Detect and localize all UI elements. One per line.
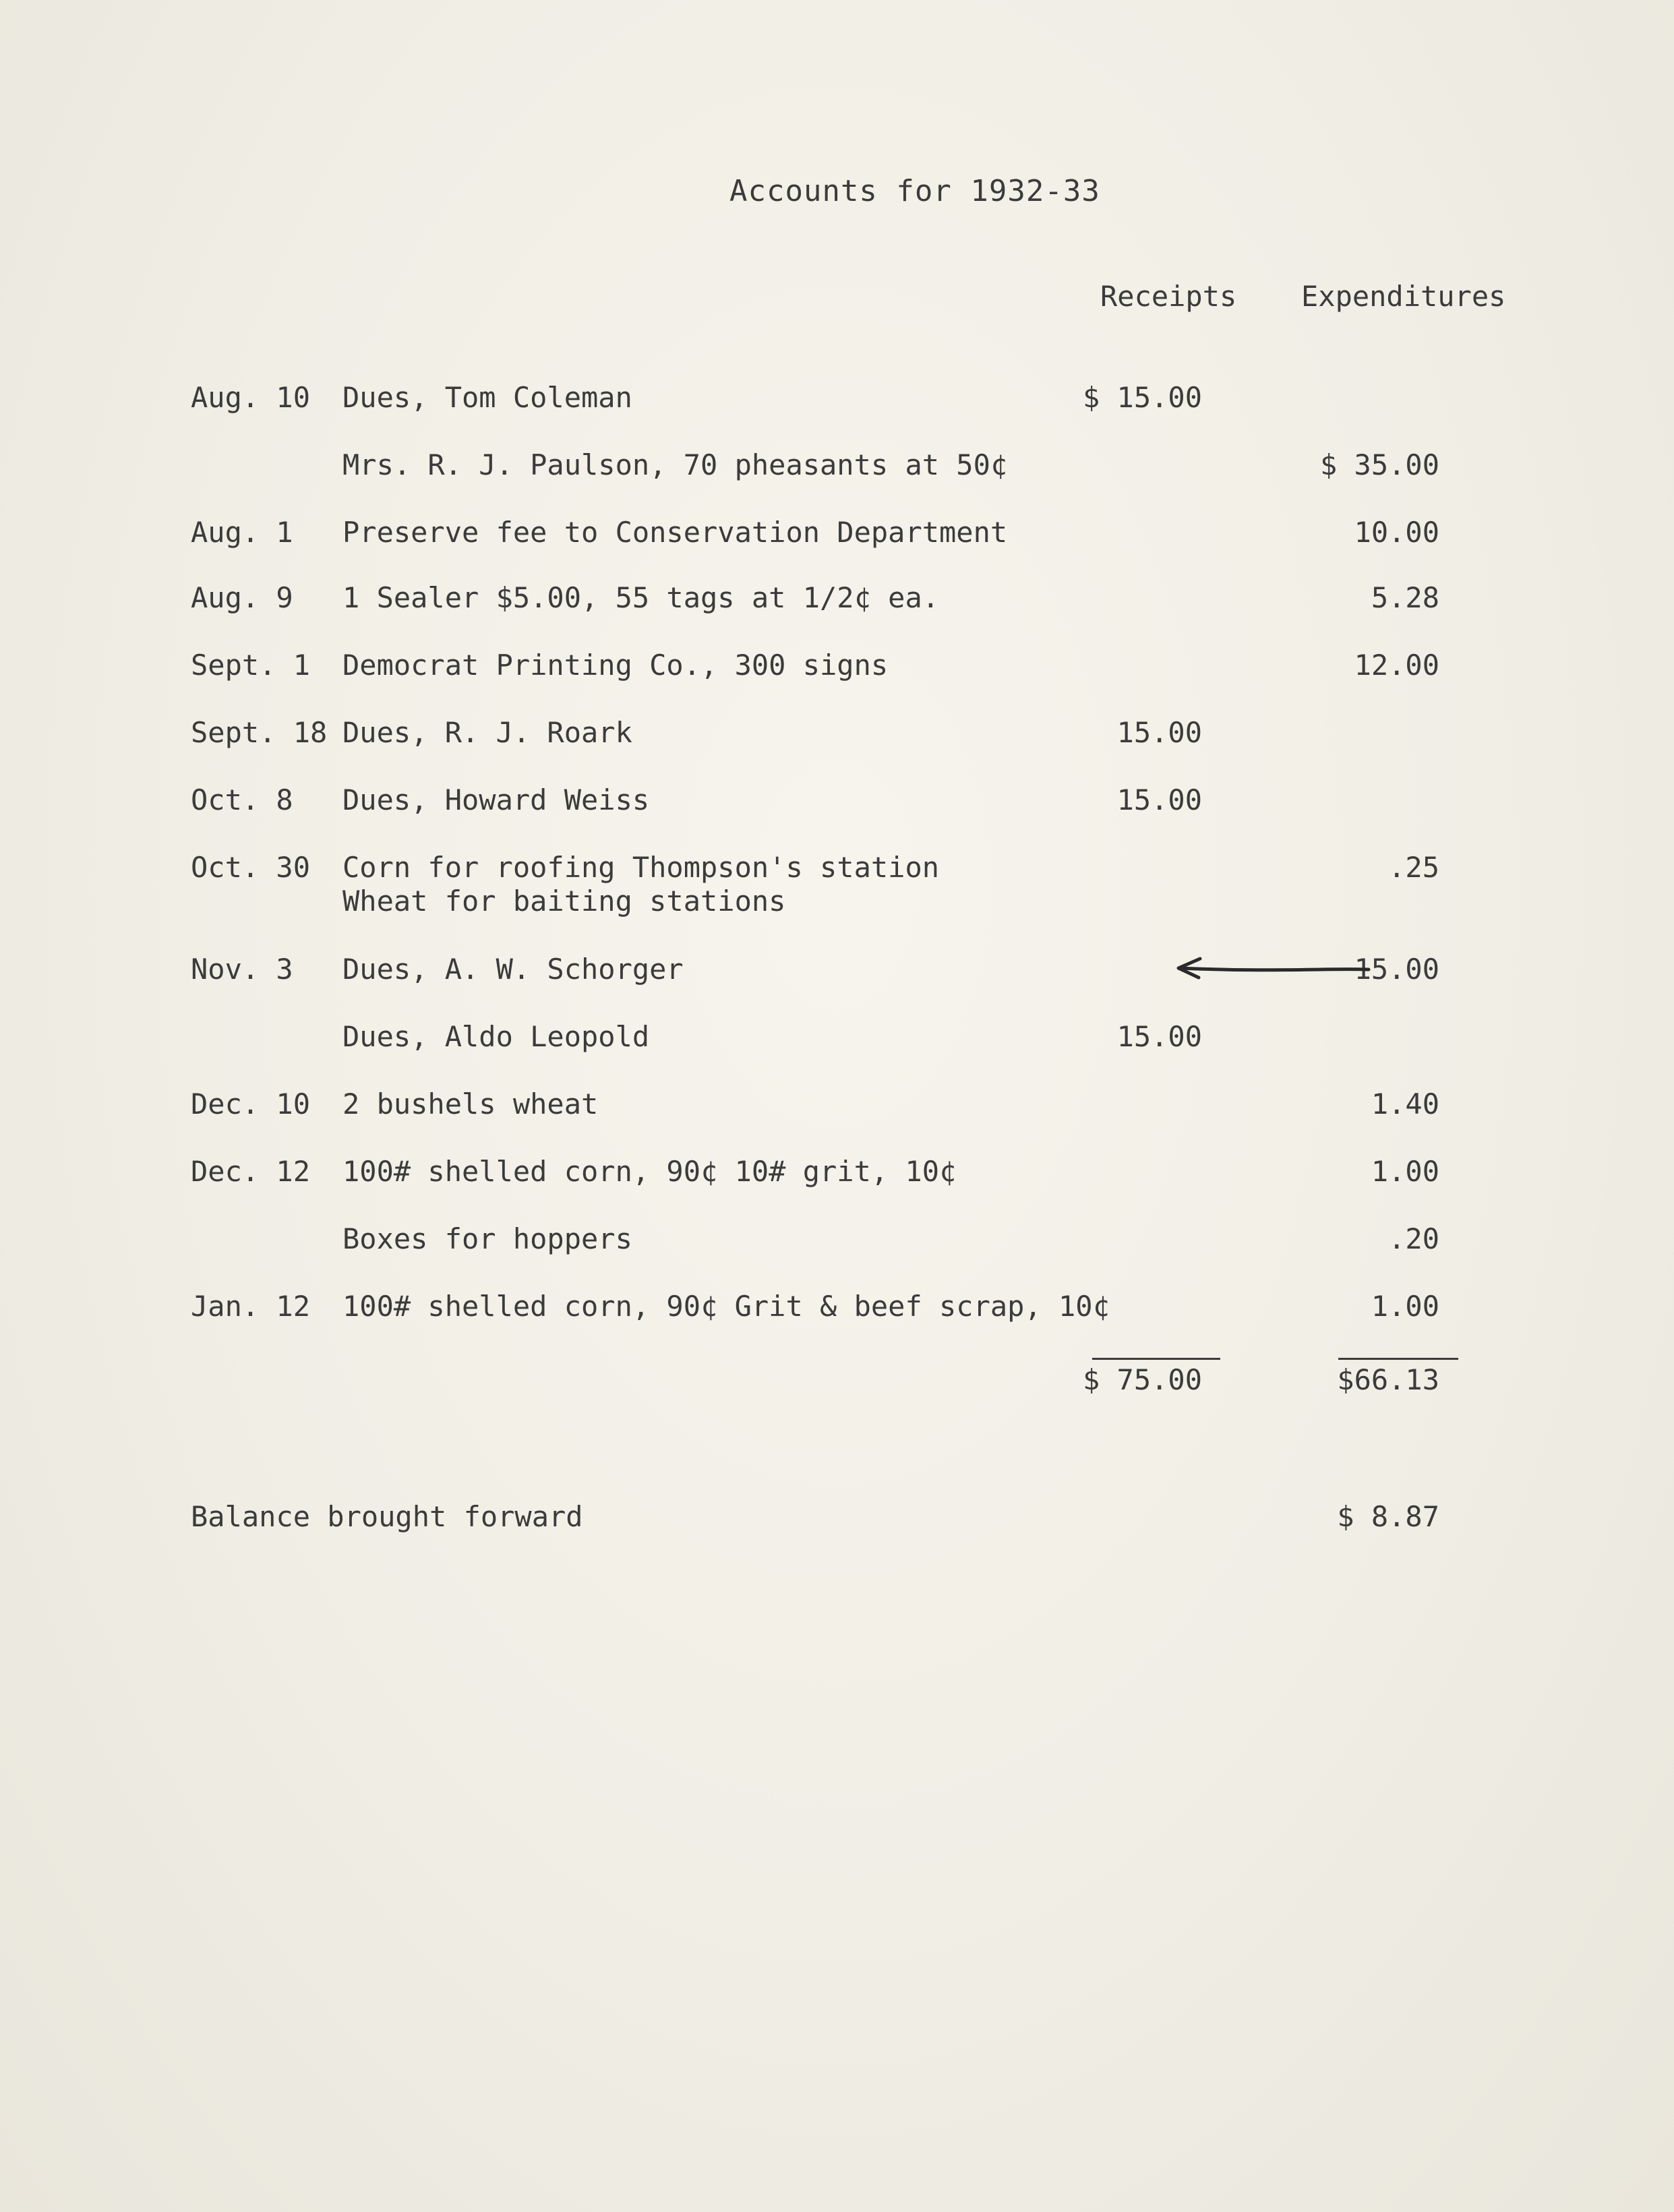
entry-date: Jan. 12 bbox=[191, 1290, 311, 1323]
ledger-row bbox=[0, 851, 1674, 918]
entry-description: 1 Sealer $5.00, 55 tags at 1/2¢ ea. bbox=[342, 581, 940, 614]
entry-description: Mrs. R. J. Paulson, 70 pheasants at 50¢ bbox=[342, 448, 1008, 481]
expenditures-column-header: Expenditures bbox=[1301, 280, 1506, 313]
entry-description-continued: Wheat for baiting stations bbox=[342, 885, 786, 918]
entry-date: Sept. 1 bbox=[191, 649, 311, 682]
entry-description: Dues, Aldo Leopold bbox=[342, 1020, 650, 1053]
ledger-row bbox=[0, 1087, 1674, 1128]
entry-date: Aug. 1 bbox=[191, 516, 293, 549]
entry-expenditure: 1.40 bbox=[1371, 1087, 1439, 1120]
ledger-row bbox=[0, 953, 1674, 993]
entry-expenditure: 10.00 bbox=[1354, 516, 1439, 549]
entry-expenditure: .25 bbox=[1388, 851, 1439, 884]
ledger-row bbox=[0, 1222, 1674, 1263]
entry-date: Aug. 9 bbox=[191, 581, 293, 614]
entry-expenditure: 5.28 bbox=[1371, 581, 1439, 614]
entry-expenditure: 1.00 bbox=[1371, 1290, 1439, 1323]
ledger-row bbox=[0, 1155, 1674, 1195]
entry-receipt: 15.00 bbox=[1116, 1020, 1202, 1053]
entry-description: 2 bushels wheat bbox=[342, 1087, 599, 1120]
ledger-row bbox=[0, 448, 1674, 489]
entry-description: Boxes for hoppers bbox=[342, 1222, 632, 1255]
entry-date: Dec. 12 bbox=[191, 1155, 311, 1188]
ledger-row bbox=[0, 649, 1674, 689]
balance-value: $ 8.87 bbox=[1337, 1500, 1439, 1533]
receipts-total-rule bbox=[1092, 1358, 1220, 1360]
entry-description: Democrat Printing Co., 300 signs bbox=[342, 649, 889, 682]
ledger-row bbox=[0, 1020, 1674, 1060]
entry-expenditure: 15.00 bbox=[1354, 953, 1439, 986]
entry-date: Aug. 10 bbox=[191, 381, 311, 414]
ledger-row bbox=[0, 516, 1674, 556]
balance-row bbox=[0, 1500, 1674, 1541]
entry-receipt: $ 15.00 bbox=[1082, 381, 1202, 414]
entry-description: Preserve fee to Conservation Department bbox=[342, 516, 1008, 549]
ledger-row bbox=[0, 716, 1674, 756]
entry-description: 100# shelled corn, 90¢ Grit & beef scrap, 10¢ bbox=[342, 1290, 1110, 1323]
entry-description: Dues, Howard Weiss bbox=[342, 783, 650, 816]
expenditures-total-rule bbox=[1338, 1358, 1458, 1360]
totals-row bbox=[0, 1363, 1674, 1404]
entry-description: Dues, R. J. Roark bbox=[342, 716, 632, 749]
entry-expenditure: 1.00 bbox=[1371, 1155, 1439, 1188]
entry-receipt: 15.00 bbox=[1116, 783, 1202, 816]
entry-date: Sept. 18 bbox=[191, 716, 328, 749]
entry-expenditure: 12.00 bbox=[1354, 649, 1439, 682]
handwritten-arrow-icon bbox=[1173, 952, 1375, 986]
entry-receipt: 15.00 bbox=[1116, 716, 1202, 749]
entry-date: Oct. 8 bbox=[191, 783, 293, 816]
ledger-row bbox=[0, 581, 1674, 622]
entry-description: Corn for roofing Thompson's station bbox=[342, 851, 940, 884]
expenditures-total: $66.13 bbox=[1337, 1363, 1439, 1396]
entry-date: Nov. 3 bbox=[191, 953, 293, 986]
entry-date: Dec. 10 bbox=[191, 1087, 311, 1120]
receipts-total: $ 75.00 bbox=[1082, 1363, 1202, 1396]
entry-description: 100# shelled corn, 90¢ 10# grit, 10¢ bbox=[342, 1155, 957, 1188]
ledger-row bbox=[0, 381, 1674, 421]
entry-date: Oct. 30 bbox=[191, 851, 311, 884]
entry-expenditure: .20 bbox=[1388, 1222, 1439, 1255]
entry-expenditure: $ 35.00 bbox=[1319, 448, 1439, 481]
ledger-row bbox=[0, 783, 1674, 824]
entry-description: Dues, Tom Coleman bbox=[342, 381, 632, 414]
document-title: Accounts for 1932-33 bbox=[729, 174, 1100, 208]
entry-description: Dues, A. W. Schorger bbox=[342, 953, 684, 986]
balance-label: Balance brought forward bbox=[191, 1500, 583, 1533]
receipts-column-header: Receipts bbox=[1100, 280, 1237, 313]
ledger-row bbox=[0, 1290, 1674, 1330]
